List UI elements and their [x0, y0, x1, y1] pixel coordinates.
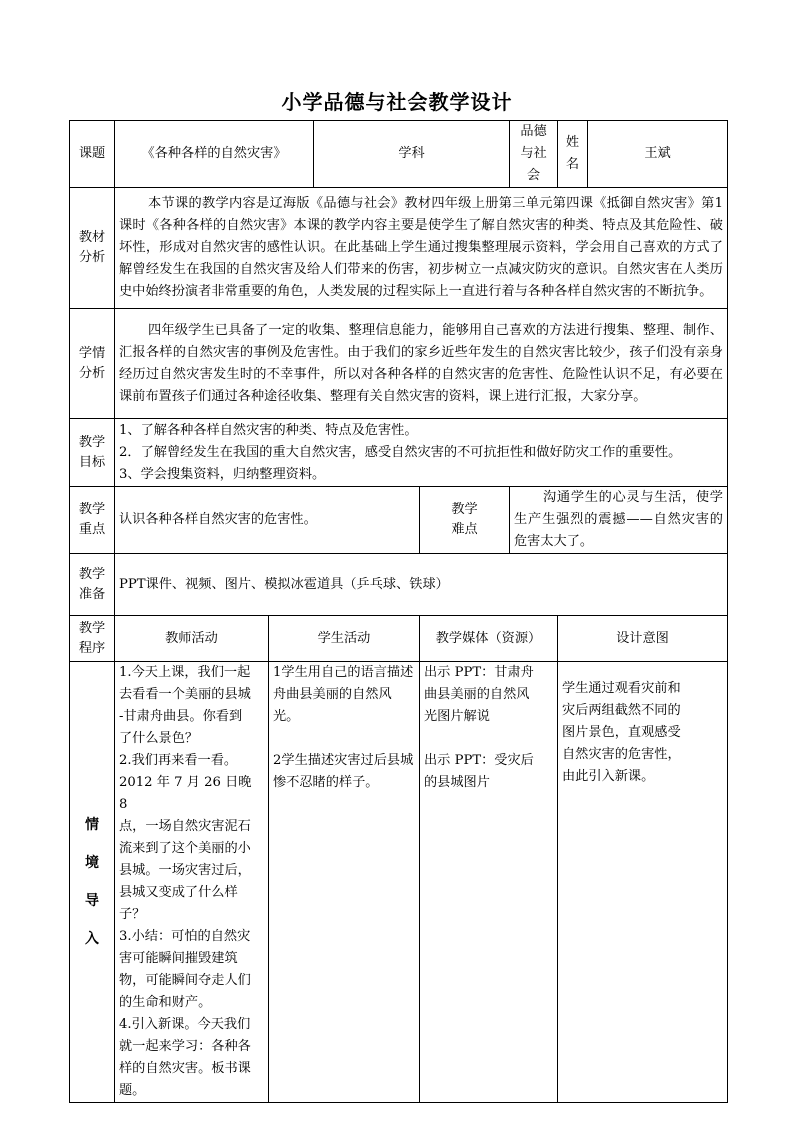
- key-text: 认识各种各样自然灾害的危害性。: [115, 487, 420, 554]
- prep-row: [70, 554, 728, 616]
- course-label: 课题: [70, 121, 115, 188]
- name-label: 姓名: [558, 121, 588, 188]
- stage-row: [70, 662, 728, 1103]
- course-value: 《各种各样的自然灾害》: [115, 121, 314, 188]
- procedure-label: 教学程序: [70, 616, 115, 662]
- students-text: 四年级学生已具备了一定的收集、整理信息能力，能够用自己喜欢的方法进行搜集、整理、制作、汇报各样的自然灾害的事例及危害性。由于我们的家乡近些年发生的自然灾害比较少，孩子们没有亲身经历过自然灾害发生时的不幸事件，所以对各种各样的自然灾害的危害性、危险性认识不足，有必要在课前布置孩子们通过各种途径收集、整理有关自然灾害的资料，课上进行汇报，大家分享。: [115, 309, 728, 419]
- page-title: 小学品德与社会教学设计: [281, 90, 513, 114]
- prep-label: 教学准备: [70, 554, 115, 616]
- col-teacher: 教师活动: [115, 616, 269, 662]
- difficulty-text: 沟通学生的心灵与生活，使学生产生强烈的震撼——自然灾害的危害太大了。: [510, 487, 728, 554]
- goals-label: 教学目标: [70, 419, 115, 487]
- procedure-header-row: [70, 616, 728, 662]
- material-text: 本节课的教学内容是辽海版《品德与社会》教材四年级上册第三单元第四课《抵御自然灾害》第1课时《各种各样的自然灾害》本课的教学内容主要是使学生了解自然灾害的种类、特点及其危险性、破坏性，形成对自然灾害的感性认识。在此基础上学生通过搜集整理展示资料，学会用自己喜欢的方式了解曾经发生在我国的自然灾害及给人们带来的伤害，初步树立一点减灾防灾的意识。自然灾害在人类历史中始终扮演者非常重要的角色，人类发展的过程实际上一直进行着与各种各样自然灾害的不断抗争。: [115, 188, 728, 309]
- students-row: [70, 309, 728, 419]
- material-label: 教材分析: [70, 188, 115, 309]
- stage-label: 情 境 导 入: [70, 662, 115, 1103]
- media-resources: 出示 PPT：甘肃舟 曲县美丽的自然风 光图片解说 出示 PPT：受灾后 的县城图片: [420, 662, 558, 1103]
- key-row: [70, 487, 728, 554]
- col-media: 教学媒体（资源）: [420, 616, 558, 662]
- goals-row: [70, 419, 728, 487]
- subject-label: 学科: [314, 121, 510, 188]
- name-value: 王斌: [588, 121, 728, 188]
- col-intent: 设计意图: [558, 616, 728, 662]
- goal-item: 1、了解各种各样自然灾害的种类、特点及危害性。: [119, 422, 418, 438]
- lesson-plan-table: [69, 120, 728, 1103]
- key-label: 教学重点: [70, 487, 115, 554]
- material-row: [70, 188, 728, 309]
- design-intent: 学生通过观看灾前和 灾后两组截然不同的 图片景色，直观感受 自然灾害的危害性， 由此引入新课。: [558, 662, 728, 1103]
- prep-text: PPT课件、视频、图片、模拟冰雹道具（乒乓球、铁球）: [115, 554, 728, 616]
- header-row: [70, 121, 728, 188]
- difficulty-label: 教学 难点: [420, 487, 510, 554]
- goals-list: [115, 419, 728, 487]
- teacher-activity: 1.今天上课，我们一起 去看看一个美丽的县城 -甘肃舟曲县。你看到 了什么景色？ 2.我们再来看一看。 2012 年 7 月 26 日晚 8 点，一场自然灾害泥石 流来到了这个美丽的小 县城。一场灾害过后， 县城又变成了什么样 子？ 3.小结：可怕的自然灾 害可能瞬间摧毁建筑 物，可能瞬间夺走人们 的生命和财产。 4.引入新课。今天我们 就一起来学习：各种各 样的自然灾害。板书课 题。: [115, 662, 269, 1103]
- col-student: 学生活动: [269, 616, 420, 662]
- goal-item: 2．了解曾经发生在我国的重大自然灾害，感受自然灾害的不可抗拒性和做好防灾工作的重要性。: [119, 444, 682, 460]
- student-activity: 1学生用自己的语言描述 舟曲县美丽的自然风光。 2学生描述灾害过后县城 惨不忍睹的样子。: [269, 662, 420, 1103]
- students-label: 学情分析: [70, 309, 115, 419]
- goal-item: 3、学会搜集资料，归纳整理资料。: [119, 466, 326, 482]
- subject-value: 品德与社会: [510, 121, 558, 188]
